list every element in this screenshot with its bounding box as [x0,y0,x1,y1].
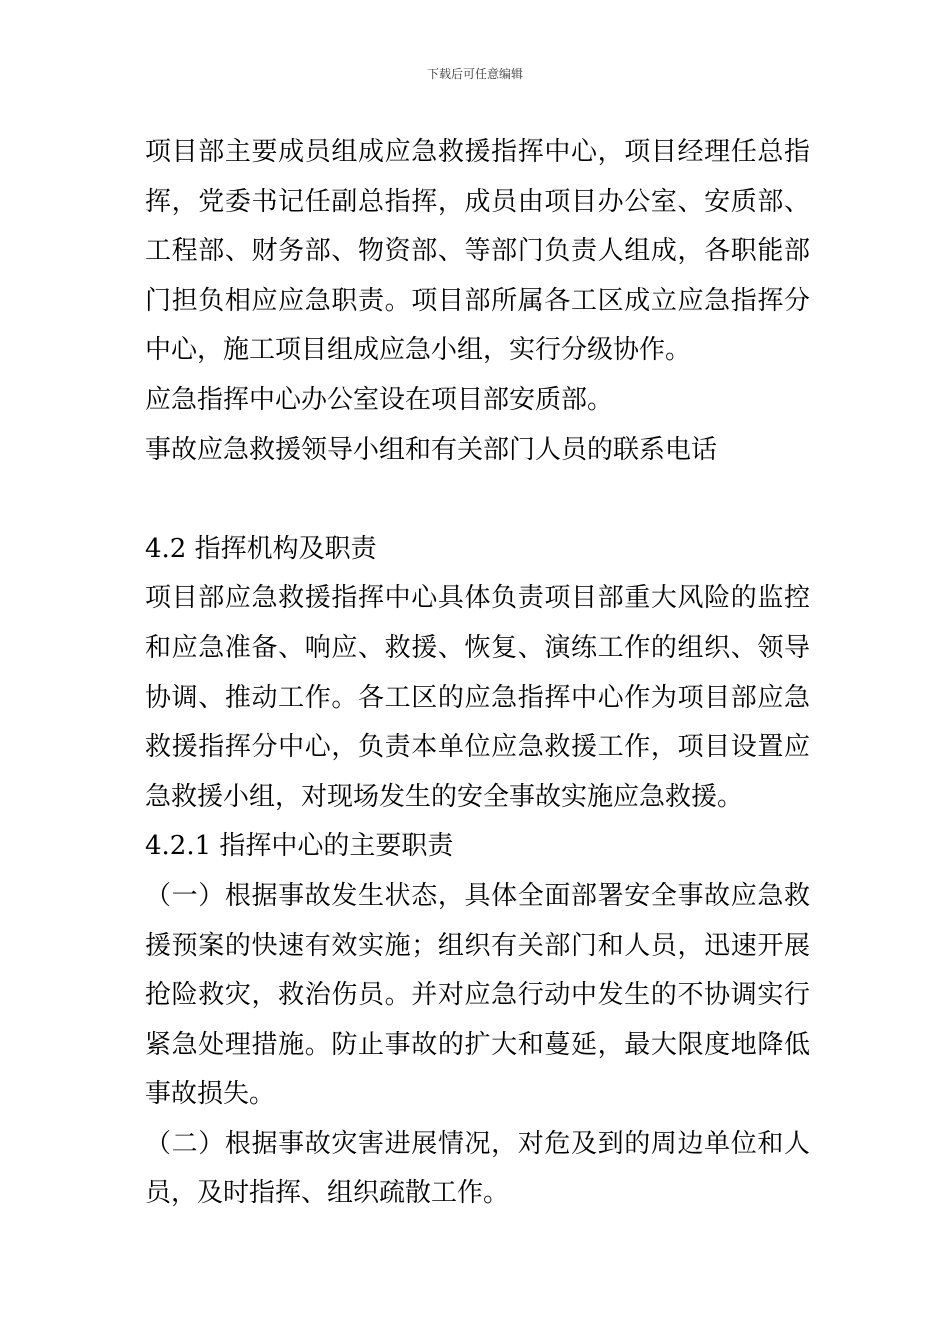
section-heading-4-2-1: 4.2.1 指挥中心的主要职责 [145,831,454,862]
page-header-note: 下载后可任意编辑 [426,67,523,81]
section-heading-4-2: 4.2 指挥机构及职责 [145,533,377,564]
paragraph-office-location: 应急指挥中心办公室设在项目部安质部。 [145,384,614,415]
blank-line [145,475,810,525]
paragraph-duty-2: （二）根据事故灾害进展情况，对危及到的周边单位和人员，及时指挥、组织疏散工作。 [145,1128,810,1209]
document-body [145,128,810,1219]
paragraph-contact-phones: 事故应急救援领导小组和有关部门人员的联系电话 [145,434,718,465]
paragraph-command-center-duties: 项目部应急救援指挥中心具体负责项目部重大风险的监控和应急准备、响应、救援、恢复、演练工作的组织、领导协调、推动工作。各工区的应急指挥中心作为项目部应急救援指挥分中心，负责本单位应急救援工作，项目设置应急救援小组，对现场发生的安全事故实施应急救援。 [145,583,810,812]
paragraph-command-center-composition: 项目部主要成员组成应急救援指挥中心，项目经理任总指挥，党委书记任副总指挥，成员由项目办公室、安质部、工程部、财务部、物资部、等部门负责人组成，各职能部门担负相应应急职责。项目部所属各工区成立应急指挥分中心，施工项目组成应急小组，实行分级协作。 [145,137,810,366]
paragraph-duty-1: （一）根据事故发生状态，具体全面部署安全事故应急救援预案的快速有效实施；组织有关部门和人员，迅速开展抢险救灾，救治伤员。并对应急行动中发生的不协调实行紧急处理措施。防止事故的扩大和蔓延，最大限度地降低事故损失。 [145,880,810,1110]
